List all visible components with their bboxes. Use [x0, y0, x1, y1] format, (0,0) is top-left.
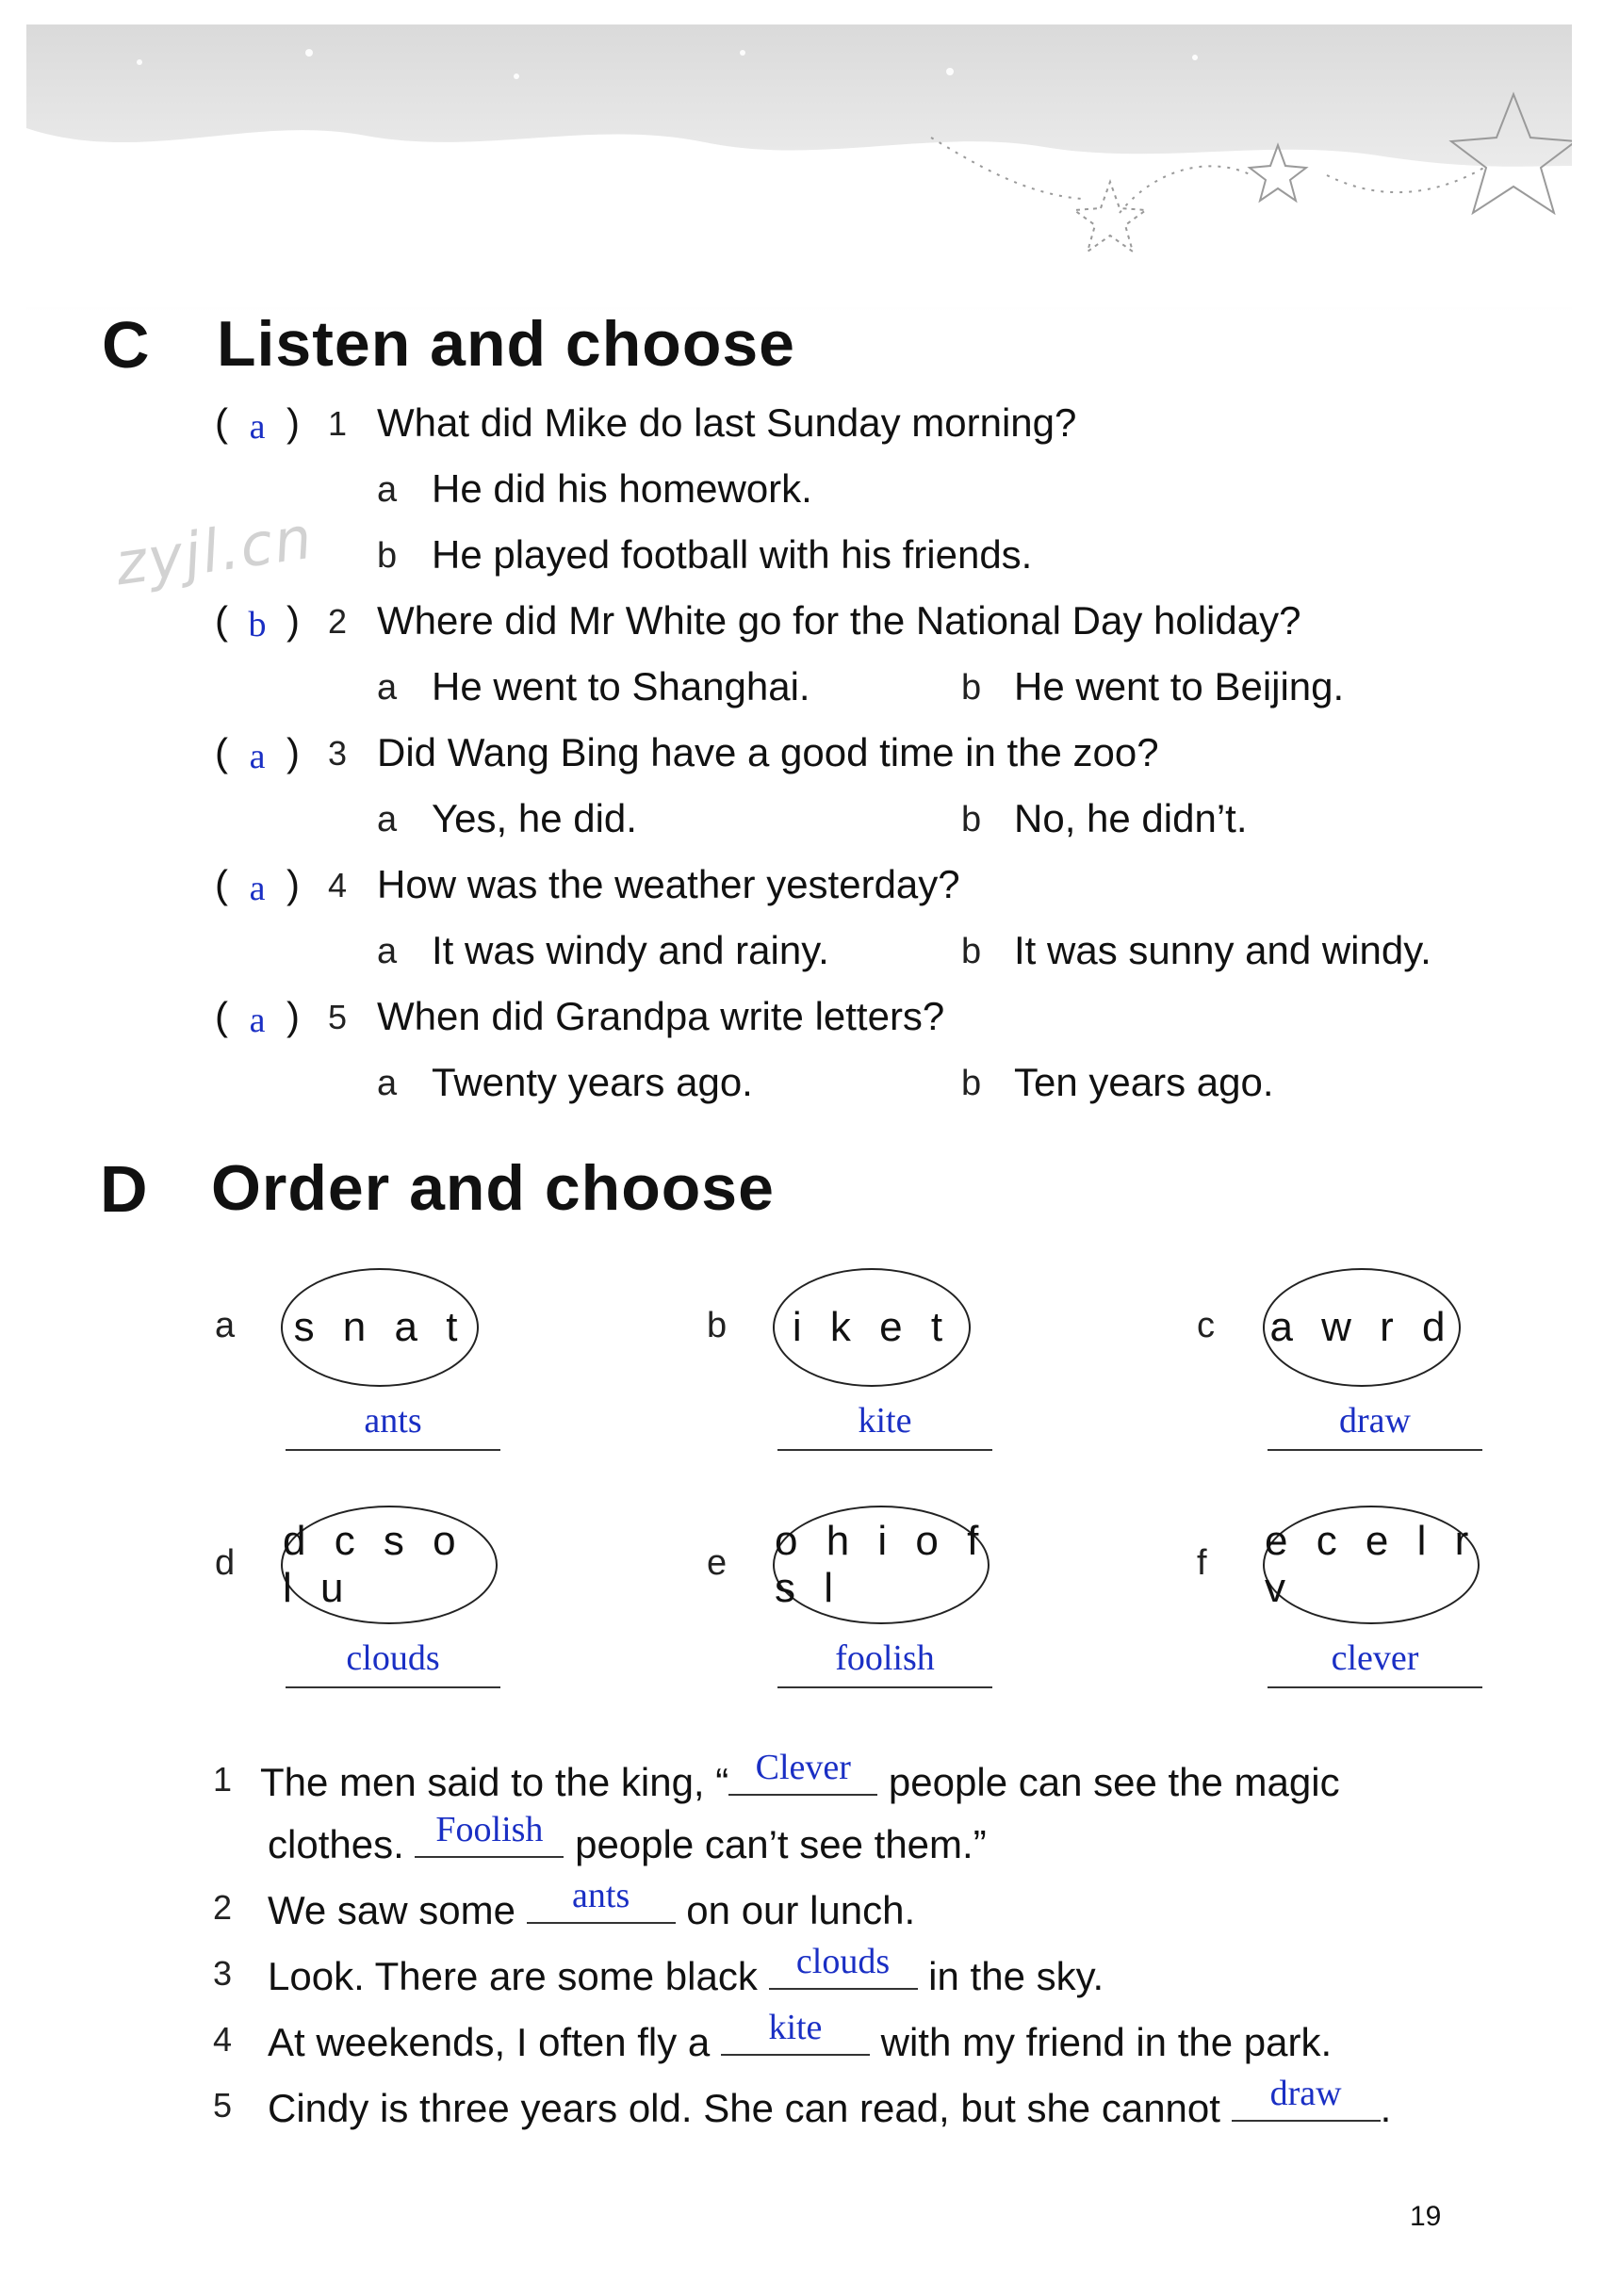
page-number: 19 [1410, 2201, 1442, 2232]
option-b-text: He went to Beijing. [1014, 664, 1345, 708]
option-a-label: a [377, 932, 398, 971]
section-d-title: Order and choose [211, 1152, 775, 1224]
blank-answer: ants [572, 1876, 630, 1915]
sentence-fragment: on our lunch. [675, 1888, 916, 1932]
answer-paren-close: ) [286, 598, 300, 643]
answer-underline [777, 1449, 992, 1451]
word-item-label: f [1197, 1543, 1207, 1583]
answer-paren-open: ( [215, 994, 228, 1038]
blank-answer: Clever [755, 1748, 851, 1787]
sentence-fragment: in the sky. [917, 1954, 1104, 1998]
scrambled-word-oval [773, 1268, 971, 1387]
answer-underline [777, 1686, 992, 1688]
sentence-fragment: people can’t see them.” [564, 1822, 987, 1866]
question-text: Did Wang Bing have a good time in the zoo? [377, 730, 1159, 774]
option-b-text: No, he didn’t. [1014, 796, 1248, 840]
sentence-line [268, 1942, 1104, 1999]
sentence-fragment: people can see the magic [877, 1760, 1340, 1804]
sentence-fragment: Look. There are some black [268, 1954, 769, 1998]
sentence-line [268, 2074, 1392, 2131]
answer-paren-open: ( [215, 400, 228, 445]
option-a-label: a [377, 1064, 398, 1103]
option-a-label: a [377, 668, 398, 708]
option-b-label: b [961, 800, 982, 839]
answer-underline [1268, 1449, 1482, 1451]
scrambled-letters: d c s o l u [283, 1518, 465, 1611]
scrambled-word-oval [773, 1506, 990, 1624]
question-text: When did Grandpa write letters? [377, 994, 945, 1038]
option-a-label: a [377, 470, 398, 510]
option-a-text: It was windy and rainy. [432, 928, 829, 972]
sentence-fragment: Cindy is three years old. She can read, but she cannot [268, 2086, 1232, 2130]
sentence-number: 5 [213, 2086, 233, 2125]
question-number: 3 [328, 734, 348, 773]
option-a-text: Twenty years ago. [432, 1060, 753, 1104]
blank-answer: kite [768, 2008, 823, 2047]
sentence-line [260, 1748, 1340, 1805]
sentence-number: 1 [213, 1760, 233, 1799]
option-b-text: It was sunny and windy. [1014, 928, 1431, 972]
sentence-line [268, 1876, 916, 1933]
option-b-label: b [961, 668, 982, 708]
option-b-text: Ten years ago. [1014, 1060, 1274, 1104]
answer-blank [1232, 2074, 1381, 2122]
question-number: 5 [328, 998, 348, 1036]
answer-blank [728, 1748, 877, 1796]
question-text: How was the weather yesterday? [377, 862, 960, 906]
scrambled-word-oval [1263, 1506, 1480, 1624]
sentence-fragment: At weekends, I often fly a [268, 2020, 721, 2064]
question-number: 1 [328, 404, 348, 443]
sentence-fragment: clothes. [268, 1822, 416, 1866]
option-a-text: He did his homework. [432, 466, 812, 511]
scrambled-letters: o h i o f s l [775, 1518, 988, 1611]
answer-paren-close: ) [286, 862, 300, 906]
sentence-fragment: We saw some [268, 1888, 527, 1932]
word-answer: ants [364, 1401, 422, 1441]
sentence-fragment: The men said to the king, “ [260, 1760, 729, 1804]
word-answer: kite [858, 1401, 912, 1441]
word-item-label: b [707, 1306, 728, 1345]
word-answer: foolish [835, 1638, 935, 1678]
sentence-fragment: . [1380, 2086, 1392, 2130]
answer-blank [415, 1810, 564, 1858]
option-a-text: Yes, he did. [432, 796, 637, 840]
option-b-label: b [377, 536, 398, 576]
word-item-label: d [215, 1543, 236, 1583]
scrambled-word-oval [1263, 1268, 1461, 1387]
option-b-text: He played football with his friends. [432, 532, 1033, 577]
answer-underline [1268, 1686, 1482, 1688]
answer-choice: b [248, 605, 267, 644]
scrambled-word-oval [281, 1506, 498, 1624]
scrambled-letters: i k e t [792, 1304, 952, 1350]
question-number: 2 [328, 602, 348, 641]
option-a-text: He went to Shanghai. [432, 664, 810, 708]
answer-choice: a [249, 407, 266, 447]
option-b-label: b [961, 932, 982, 971]
answer-paren-close: ) [286, 730, 300, 774]
word-answer: clever [1331, 1638, 1419, 1678]
sentence-number: 3 [213, 1954, 233, 1993]
answer-paren-close: ) [286, 994, 300, 1038]
sentence-line [268, 2008, 1333, 2065]
word-answer: clouds [346, 1638, 440, 1678]
answer-paren-open: ( [215, 862, 228, 906]
blank-answer: draw [1269, 2074, 1342, 2113]
scrambled-letters: s n a t [293, 1304, 466, 1350]
scrambled-letters: a w r d [1269, 1304, 1454, 1350]
answer-paren-open: ( [215, 730, 228, 774]
answer-choice: a [249, 1001, 266, 1040]
section-c-letter: C [102, 308, 150, 382]
answer-choice: a [249, 869, 266, 908]
question-text: What did Mike do last Sunday morning? [377, 400, 1077, 445]
answer-choice: a [249, 737, 266, 776]
option-b-label: b [961, 1064, 982, 1103]
answer-paren-open: ( [215, 598, 228, 643]
question-number: 4 [328, 866, 348, 904]
word-item-label: c [1197, 1306, 1215, 1345]
answer-paren-close: ) [286, 400, 300, 445]
blank-answer: Foolish [435, 1810, 544, 1849]
blank-answer: clouds [795, 1942, 891, 1981]
section-d-letter: D [100, 1152, 148, 1226]
answer-underline [286, 1686, 500, 1688]
sentence-number: 4 [213, 2020, 233, 2059]
answer-blank [769, 1942, 918, 1990]
option-a-label: a [377, 800, 398, 839]
watermark: zyjl.cn [110, 502, 318, 599]
sentence-line [268, 1810, 987, 1867]
scrambled-word-oval [281, 1268, 479, 1387]
answer-blank [721, 2008, 870, 2056]
answer-blank [527, 1876, 676, 1924]
question-text: Where did Mr White go for the National Day holiday? [377, 598, 1301, 643]
word-item-label: a [215, 1306, 236, 1345]
sentence-number: 2 [213, 1888, 233, 1927]
section-c-title: Listen and choose [217, 308, 795, 380]
word-item-label: e [707, 1543, 728, 1583]
answer-underline [286, 1449, 500, 1451]
star-decoration [26, 24, 1572, 307]
scrambled-letters: e c e l r v [1265, 1518, 1478, 1611]
sentence-fragment: with my friend in the park. [869, 2020, 1333, 2064]
word-answer: draw [1339, 1401, 1411, 1441]
